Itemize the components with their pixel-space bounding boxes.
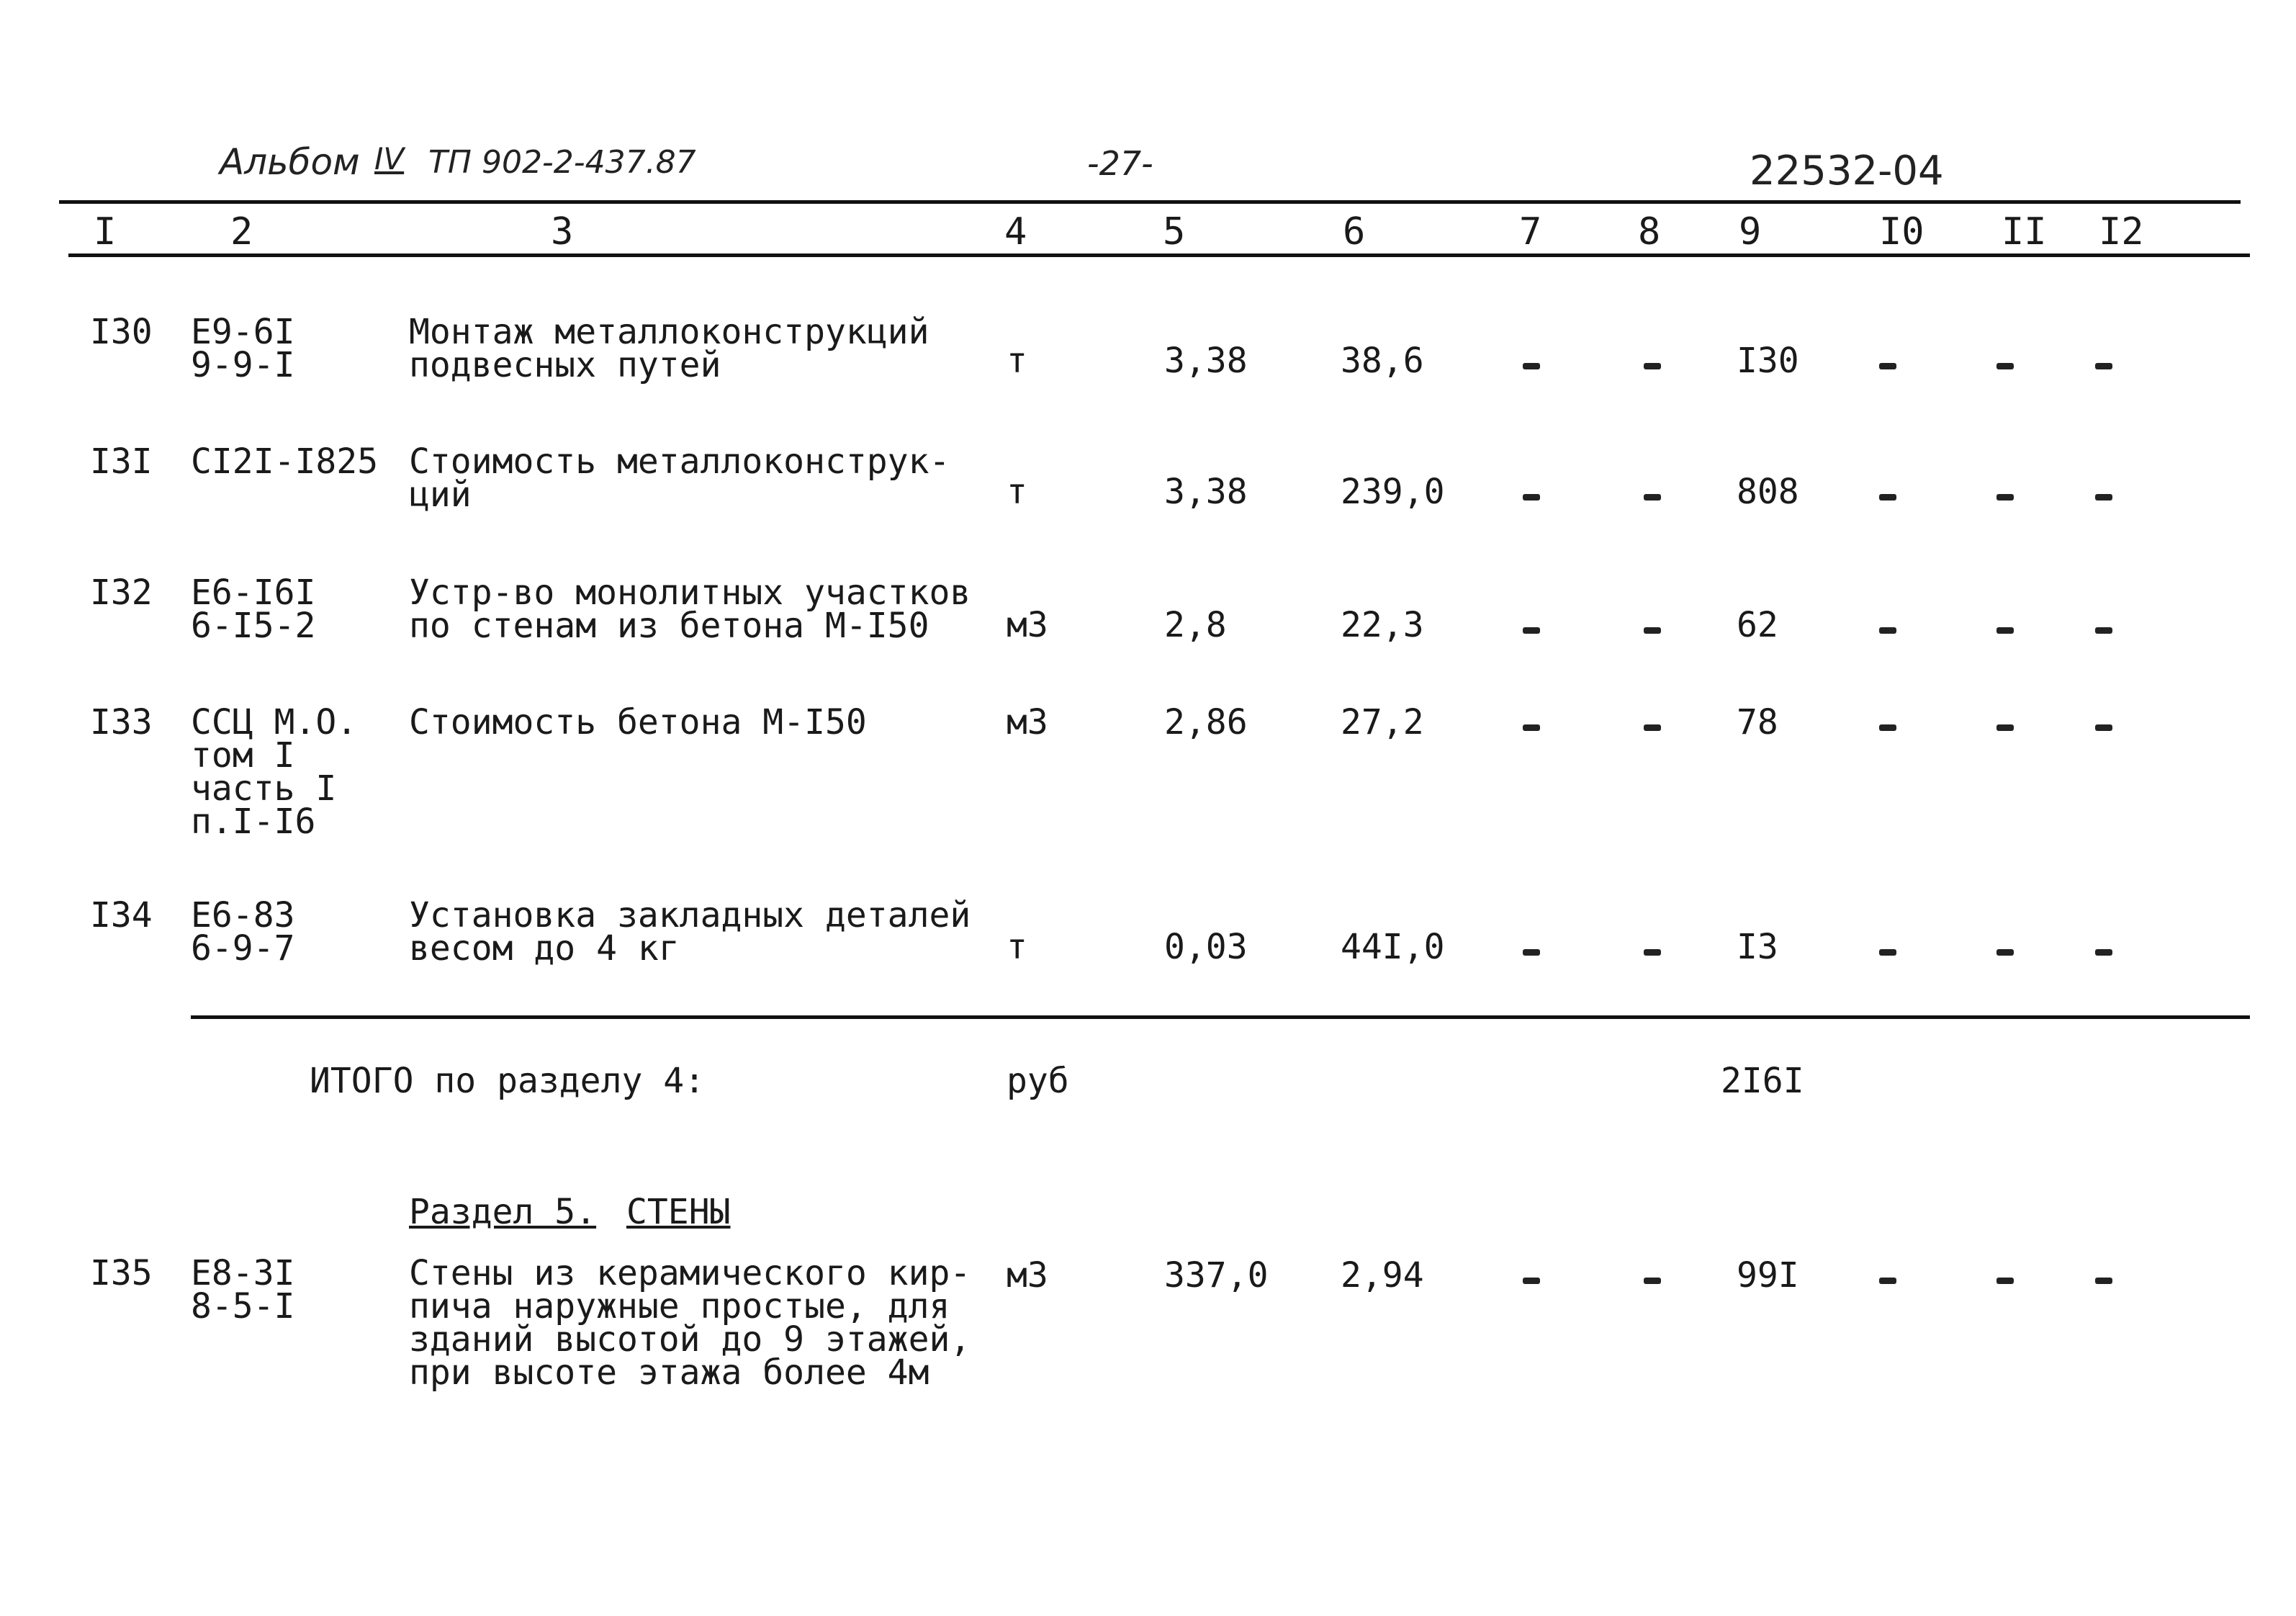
row-description: Установка закладных деталей [409, 895, 971, 935]
row-col11-dash [1996, 363, 2014, 369]
column-header-12: I2 [2099, 210, 2144, 253]
row-quantity: 2,8 [1164, 605, 1227, 645]
row-col10-dash [1879, 363, 1896, 369]
row-unit: т [1007, 927, 1027, 967]
row-code: том I [191, 735, 295, 776]
row-col10-dash [1879, 627, 1896, 634]
column-header-11: II [2002, 210, 2047, 253]
row-description: Монтаж металлоконструкций [409, 312, 929, 352]
row-number: I3I [90, 441, 153, 482]
column-header-2: 2 [230, 210, 253, 253]
row-col12-dash [2095, 494, 2112, 500]
row-col12-dash [2095, 1278, 2112, 1284]
row-unit: т [1007, 341, 1027, 381]
row-code: Е8-3I [191, 1253, 295, 1293]
row-price: 44I,0 [1341, 927, 1445, 967]
row-number: I34 [90, 895, 153, 935]
row-col10-dash [1879, 949, 1896, 956]
row-code: часть I [191, 768, 337, 809]
total-separator-rule [191, 1015, 2250, 1019]
row-quantity: 3,38 [1164, 472, 1248, 512]
row-number: I30 [90, 312, 153, 352]
row-col12-dash [2095, 724, 2112, 731]
total-unit: руб [1007, 1061, 1069, 1101]
row-col8-dash [1644, 627, 1661, 634]
column-header-8: 8 [1638, 210, 1661, 253]
section-label: Раздел 5. [409, 1192, 597, 1232]
row-code: 6-9-7 [191, 928, 295, 969]
row-total: 99I [1737, 1255, 1799, 1296]
row-col12-dash [2095, 363, 2112, 369]
row-col11-dash [1996, 1278, 2014, 1284]
row-code: Е6-I6I [191, 573, 316, 613]
row-col11-dash [1996, 949, 2014, 956]
row-code: 9-9-I [191, 345, 295, 385]
row-number: I35 [90, 1253, 153, 1293]
row-description: подвесных путей [409, 345, 721, 385]
row-price: 22,3 [1341, 605, 1424, 645]
total-value: 2I6I [1721, 1061, 1804, 1101]
row-description: пича наружные простые, для [409, 1286, 950, 1327]
column-header-1: I [94, 210, 117, 253]
row-description: ций [409, 475, 472, 515]
row-col8-dash [1644, 949, 1661, 956]
row-total: 808 [1737, 472, 1799, 512]
column-header-3: 3 [551, 210, 574, 253]
section-name: СТЕНЫ [626, 1192, 731, 1232]
row-code: 6-I5-2 [191, 606, 316, 646]
total-label: ИТОГО по разделу 4: [310, 1061, 706, 1101]
row-quantity: 0,03 [1164, 927, 1248, 967]
row-col8-dash [1644, 1278, 1661, 1284]
row-unit: м3 [1007, 605, 1048, 645]
row-number: I33 [90, 702, 153, 742]
column-header-6: 6 [1343, 210, 1366, 253]
doc-number: 22532-04 [1750, 148, 1944, 194]
row-price: 239,0 [1341, 472, 1445, 512]
row-code: п.I-I6 [191, 802, 316, 842]
album-number: IV [374, 141, 405, 176]
row-code: ССЦ М.О. [191, 702, 358, 742]
row-col8-dash [1644, 363, 1661, 369]
row-description: зданий высотой до 9 этажей, [409, 1319, 971, 1360]
project-code: ТП 902-2-437.87 [428, 144, 696, 181]
page-number: -27- [1087, 144, 1153, 183]
row-number: I32 [90, 573, 153, 613]
column-header-4: 4 [1004, 210, 1027, 253]
row-code: Е6-83 [191, 895, 295, 935]
row-description: при высоте этажа более 4м [409, 1352, 929, 1393]
row-description: Стоимость металлоконструк- [409, 441, 950, 482]
row-total: 62 [1737, 605, 1778, 645]
row-col8-dash [1644, 494, 1661, 500]
row-col7-dash [1523, 949, 1540, 956]
row-description: Устр-во монолитных участков [409, 573, 971, 613]
row-price: 38,6 [1341, 341, 1424, 381]
row-quantity: 337,0 [1164, 1255, 1269, 1296]
header-top-rule [59, 200, 2241, 204]
row-unit: м3 [1007, 702, 1048, 742]
row-col8-dash [1644, 724, 1661, 731]
row-col7-dash [1523, 363, 1540, 369]
column-header-7: 7 [1519, 210, 1542, 253]
row-col11-dash [1996, 494, 2014, 500]
row-col7-dash [1523, 1278, 1540, 1284]
column-header-10: I0 [1879, 210, 1924, 253]
row-col7-dash [1523, 494, 1540, 500]
row-price: 2,94 [1341, 1255, 1424, 1296]
row-code: Е9-6I [191, 312, 295, 352]
row-col10-dash [1879, 724, 1896, 731]
column-header-5: 5 [1163, 210, 1186, 253]
album-label: Альбом [220, 141, 360, 183]
row-quantity: 2,86 [1164, 702, 1248, 742]
row-code: 8-5-I [191, 1286, 295, 1327]
row-total: I30 [1737, 341, 1799, 381]
row-col12-dash [2095, 949, 2112, 956]
row-col7-dash [1523, 724, 1540, 731]
row-total: I3 [1737, 927, 1778, 967]
row-price: 27,2 [1341, 702, 1424, 742]
row-description: Стоимость бетона М-I50 [409, 702, 867, 742]
row-col11-dash [1996, 724, 2014, 731]
column-header-9: 9 [1739, 210, 1762, 253]
row-col7-dash [1523, 627, 1540, 634]
row-col10-dash [1879, 494, 1896, 500]
row-col12-dash [2095, 627, 2112, 634]
row-col11-dash [1996, 627, 2014, 634]
row-col10-dash [1879, 1278, 1896, 1284]
row-description: Стены из керамического кир- [409, 1253, 971, 1293]
row-unit: т [1007, 472, 1027, 512]
row-unit: м3 [1007, 1255, 1048, 1296]
row-code: СI2I-I825 [191, 441, 379, 482]
header-bottom-rule [68, 253, 2250, 257]
row-quantity: 3,38 [1164, 341, 1248, 381]
row-total: 78 [1737, 702, 1778, 742]
row-description: по стенам из бетона М-I50 [409, 606, 929, 646]
row-description: весом до 4 кг [409, 928, 680, 969]
